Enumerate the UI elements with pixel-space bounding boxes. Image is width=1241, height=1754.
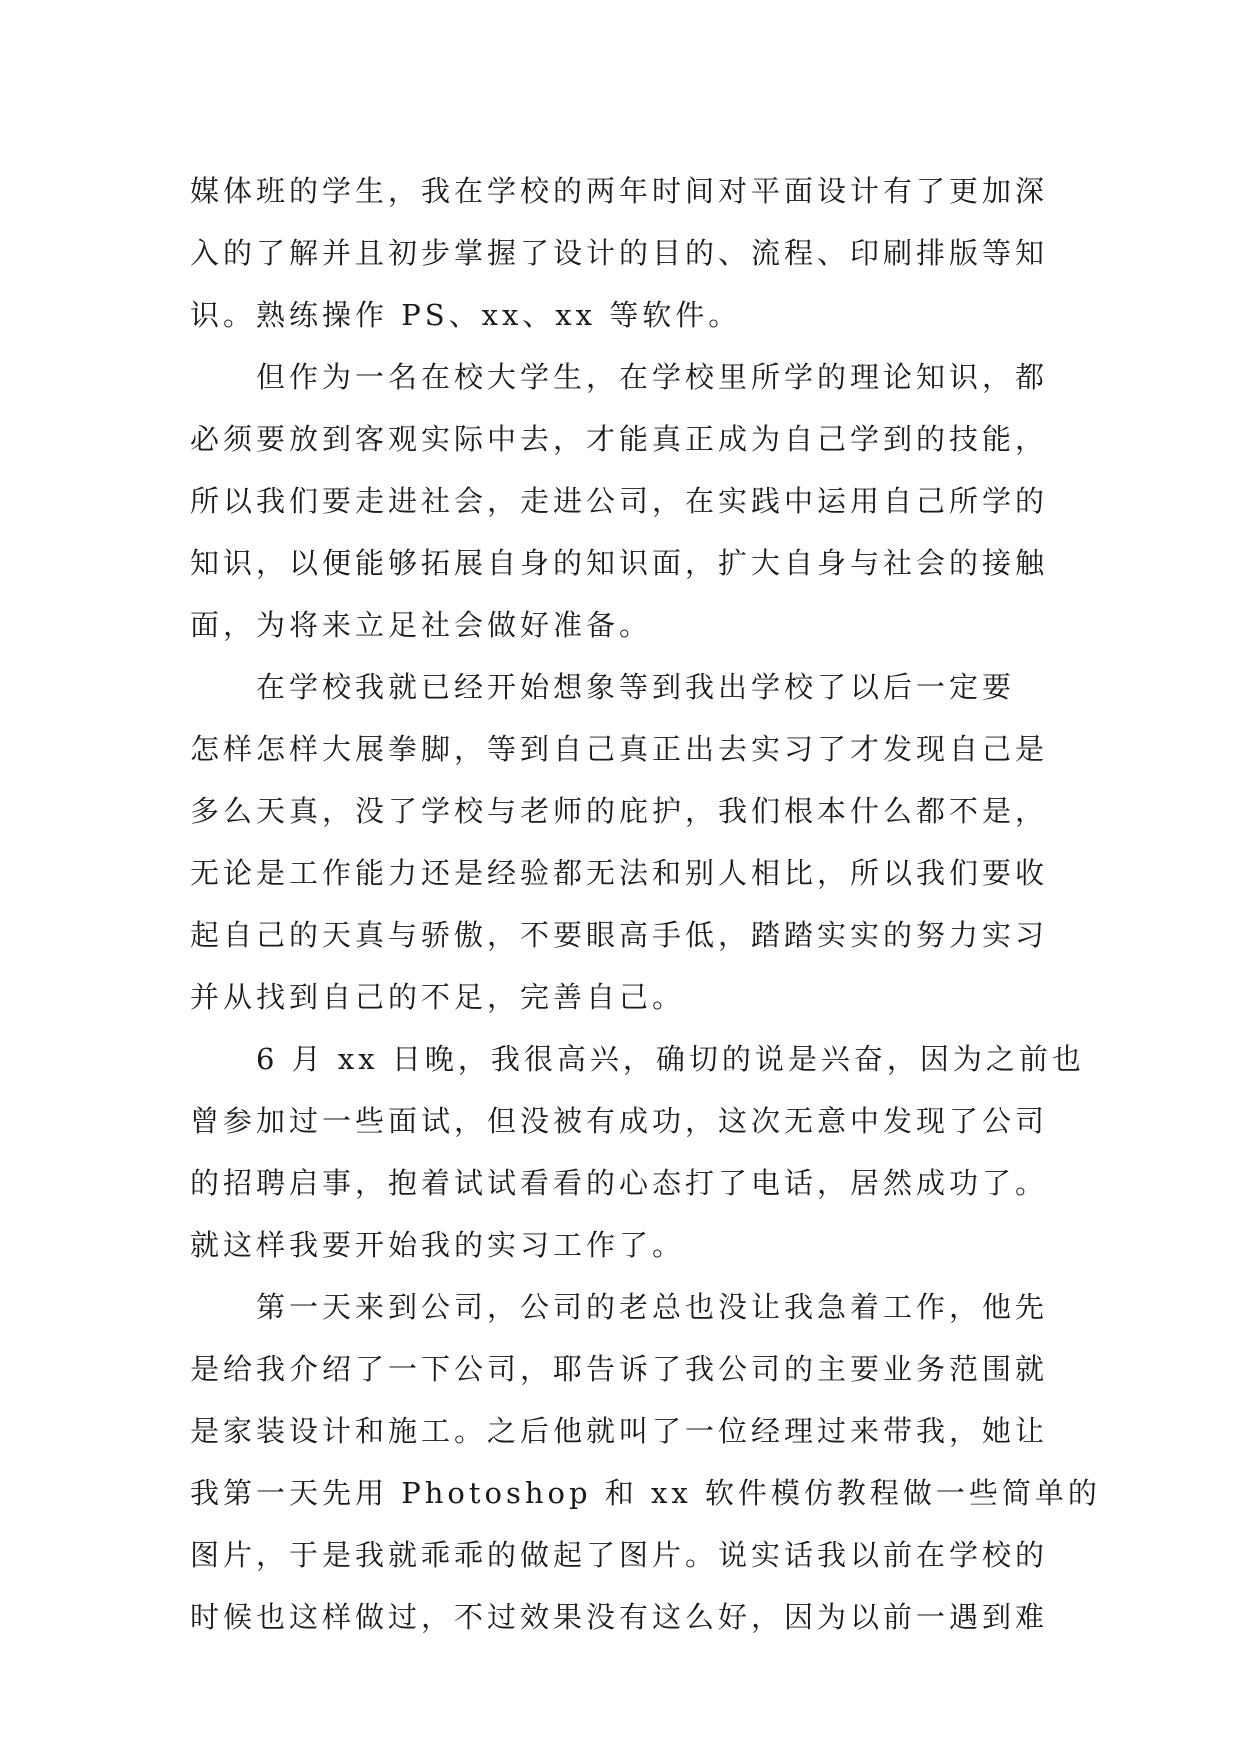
text-line: 在学校我就已经开始想象等到我出学校了以后一定要 xyxy=(256,670,1016,704)
text-line: 6 月 xx 日晚，我很高兴，确切的说是兴奋，因为之前也 xyxy=(256,1042,1085,1076)
text-line: 起自己的天真与骄傲，不要眼高手低，踏踏实实的努力实习 xyxy=(190,918,1049,952)
text-line: 并从找到自己的不足，完善自己。 xyxy=(190,980,686,1014)
text-line: 第一天来到公司，公司的老总也没让我急着工作，他先 xyxy=(256,1290,1049,1324)
text-line: 怎样怎样大展拳脚，等到自己真正出去实习了才发现自己是 xyxy=(190,732,1049,766)
text-line: 曾参加过一些面试，但没被有成功，这次无意中发现了公司 xyxy=(190,1104,1049,1138)
text-line: 但作为一名在校大学生，在学校里所学的理论知识，都 xyxy=(256,360,1049,394)
text-line: 多么天真，没了学校与老师的庇护，我们根本什么都不是， xyxy=(190,794,1049,828)
text-line: 我第一天先用 Photoshop 和 xx 软件模仿教程做一些简单的 xyxy=(190,1476,1101,1510)
text-line: 知识，以便能够拓展自身的知识面，扩大自身与社会的接触 xyxy=(190,546,1049,580)
text-line: 入的了解并且初步掌握了设计的目的、流程、印刷排版等知 xyxy=(190,236,1049,270)
text-line: 面，为将来立足社会做好准备。 xyxy=(190,608,653,642)
text-line: 就这样我要开始我的实习工作了。 xyxy=(190,1228,686,1262)
text-line: 图片，于是我就乖乖的做起了图片。说实话我以前在学校的 xyxy=(190,1538,1049,1572)
text-line: 必须要放到客观实际中去，才能真正成为自己学到的技能， xyxy=(190,422,1049,456)
text-line: 时候也这样做过，不过效果没有这么好，因为以前一遇到难 xyxy=(190,1600,1049,1634)
text-line: 的招聘启事，抱着试试看看的心态打了电话，居然成功了。 xyxy=(190,1166,1049,1200)
text-line: 无论是工作能力还是经验都无法和别人相比，所以我们要收 xyxy=(190,856,1049,890)
text-line: 所以我们要走进社会，走进公司，在实践中运用自己所学的 xyxy=(190,484,1049,518)
text-line: 是家装设计和施工。之后他就叫了一位经理过来带我，她让 xyxy=(190,1414,1049,1448)
text-line: 媒体班的学生，我在学校的两年时间对平面设计有了更加深 xyxy=(190,174,1049,208)
text-line: 识。熟练操作 PS、xx、xx 等软件。 xyxy=(190,298,742,332)
text-line: 是给我介绍了一下公司，耶告诉了我公司的主要业务范围就 xyxy=(190,1352,1049,1386)
document-body xyxy=(190,160,1101,1648)
